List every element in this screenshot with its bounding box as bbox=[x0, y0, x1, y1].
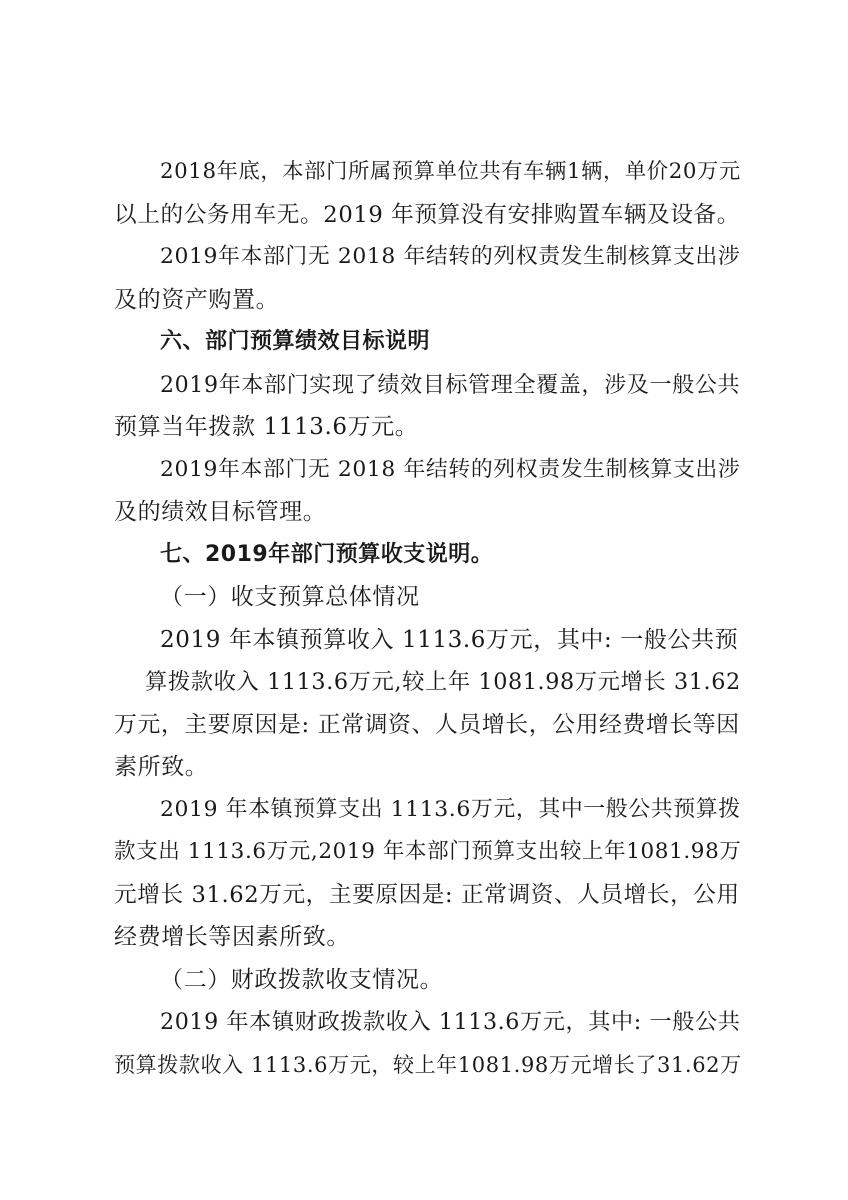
subheading-overall-budget: （一）收支预算总体情况 bbox=[160, 584, 420, 610]
paragraph-asset-purchase-line-2: 及的资产购置。 bbox=[114, 287, 280, 313]
paragraph-fiscal-line-1: 2019 年本镇财政拨款收入 1113.6万元，其中: 一般公共 bbox=[160, 1009, 741, 1035]
paragraph-performance-line-2: 预算当年拨款 1113.6万元。 bbox=[114, 414, 419, 440]
paragraph-expenditure-line-4: 经费增长等因素所致。 bbox=[114, 924, 350, 950]
paragraph-asset-purchase-line-1: 2019年本部门无 2018 年结转的列权责发生制核算支出涉 bbox=[160, 244, 741, 269]
paragraph-expenditure-line-3: 元增长 31.62万元，主要原因是: 正常调资、人员增长，公用 bbox=[114, 882, 740, 908]
paragraph-performance-carryover-line-2: 及的绩效目标管理。 bbox=[114, 499, 327, 525]
paragraph-performance-carryover-line-1: 2019年本部门无 2018 年结转的列权责发生制核算支出涉 bbox=[160, 457, 741, 482]
section-heading-budget-revenue-expenditure: 七、2019年部门预算收支说明。 bbox=[160, 542, 494, 567]
subheading-fiscal-appropriation: （二）财政拨款收支情况。 bbox=[160, 967, 444, 993]
paragraph-performance-line-1: 2019年本部门实现了绩效目标管理全覆盖，涉及一般公共 bbox=[160, 372, 741, 398]
paragraph-expenditure-line-1: 2019 年本镇预算支出 1113.6万元，其中一般公共预算拨 bbox=[160, 797, 741, 822]
paragraph-revenue-line-3: 万元，主要原因是: 正常调资、人员增长，公用经费增长等因 bbox=[114, 712, 740, 738]
section-heading-performance-goals: 六、部门预算绩效目标说明 bbox=[160, 329, 431, 354]
paragraph-revenue-line-1: 2019 年本镇预算收入 1113.6万元，其中: 一般公共预 bbox=[160, 627, 739, 653]
paragraph-fiscal-line-2: 预算拨款收入 1113.6万元，较上年1081.98万元增长了31.62万 bbox=[114, 1052, 742, 1077]
paragraph-expenditure-line-2: 款支出 1113.6万元,2019 年本部门预算支出较上年1081.98万 bbox=[114, 839, 742, 864]
paragraph-vehicles-line-2: 以上的公务用车无。2019 年预算没有安排购置车辆及设备。 bbox=[114, 202, 741, 228]
paragraph-revenue-line-2: 算拨款收入 1113.6万元,较上年 1081.98万元增长 31.62 bbox=[145, 669, 741, 695]
paragraph-vehicles-line-1: 2018年底，本部门所属预算单位共有车辆1辆，单价20万元 bbox=[160, 159, 741, 184]
paragraph-revenue-line-4: 素所致。 bbox=[114, 754, 209, 780]
